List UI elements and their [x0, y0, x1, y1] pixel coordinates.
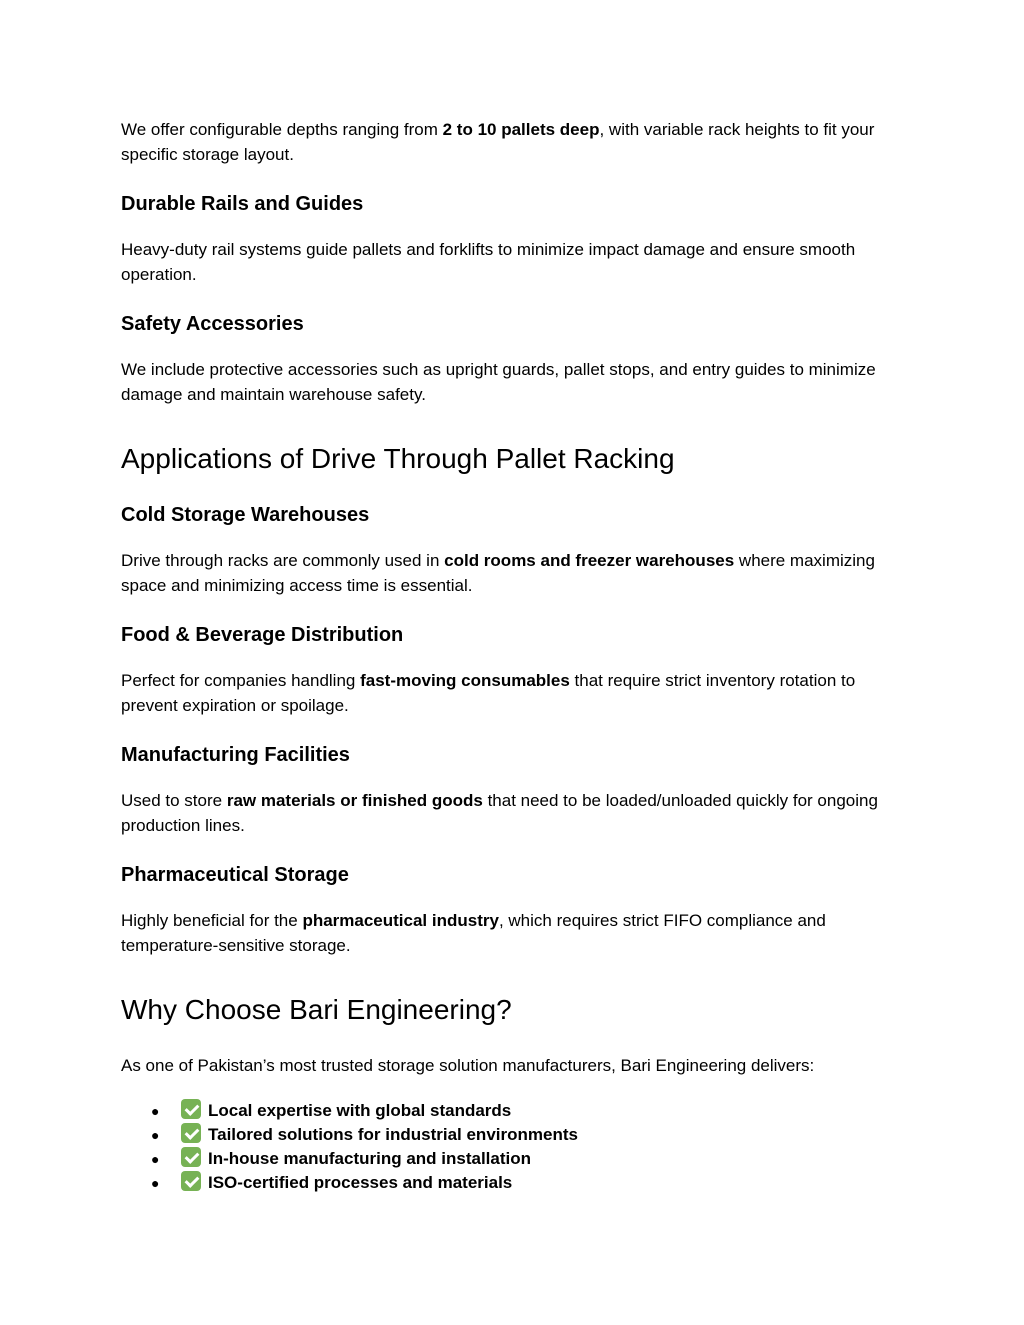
list-item: ● Tailored solutions for industrial environments — [151, 1123, 911, 1147]
applications-heading: Applications of Drive Through Pallet Racking — [121, 443, 675, 474]
list-item: ● ISO-certified processes and materials — [151, 1171, 911, 1195]
pharmaceutical-heading: Pharmaceutical Storage — [121, 864, 349, 886]
check-mark-button-icon — [181, 1099, 201, 1119]
depth-paragraph: We offer configurable depths ranging from 2 to 10 pallets deep, with variable rack heights to fit your specific storage layout. — [121, 120, 875, 164]
document-content — [121, 118, 911, 1196]
check-mark-button-icon — [181, 1171, 201, 1191]
check-mark-button-icon — [181, 1147, 201, 1167]
list-item: ● Local expertise with global standards — [151, 1099, 911, 1123]
benefits-list — [121, 1099, 911, 1196]
check-mark-button-icon — [181, 1123, 201, 1143]
rails-heading: Durable Rails and Guides — [121, 193, 364, 215]
manufacturing-paragraph: Used to store raw materials or finished goods that need to be loaded/unloaded quickly for ongoing production lines. — [121, 791, 878, 835]
bullet-icon: ● — [151, 1175, 160, 1192]
why-choose-intro: As one of Pakistan’s most trusted storage solution manufacturers, Bari Engineering delivers: — [121, 1056, 815, 1075]
food-beverage-heading: Food & Beverage Distribution — [121, 624, 404, 646]
bullet-icon: ● — [151, 1102, 160, 1119]
list-item: ● In-house manufacturing and installation — [151, 1147, 911, 1171]
pharmaceutical-paragraph: Highly beneficial for the pharmaceutical industry, which requires strict FIFO compliance and temperature-sensitive storage. — [121, 911, 826, 955]
bullet-icon: ● — [151, 1126, 160, 1143]
cold-storage-paragraph: Drive through racks are commonly used in cold rooms and freezer warehouses where maximizing space and minimizing access time is essential. — [121, 551, 875, 595]
bullet-icon: ● — [151, 1151, 160, 1168]
depth-bold: 2 to 10 pallets deep — [442, 120, 600, 139]
cold-storage-heading: Cold Storage Warehouses — [121, 504, 370, 526]
manufacturing-heading: Manufacturing Facilities — [121, 744, 350, 766]
why-choose-heading: Why Choose Bari Engineering? — [121, 994, 512, 1025]
safety-heading: Safety Accessories — [121, 313, 304, 335]
rails-paragraph: Heavy-duty rail systems guide pallets and forklifts to minimize impact damage and ensure smooth operation. — [121, 240, 856, 284]
food-beverage-paragraph: Perfect for companies handling fast-moving consumables that require strict inventory rotation to prevent expiration or spoilage. — [121, 671, 856, 715]
safety-paragraph: We include protective accessories such as upright guards, pallet stops, and entry guides to minimize damage and maintain warehouse safety. — [121, 360, 876, 404]
